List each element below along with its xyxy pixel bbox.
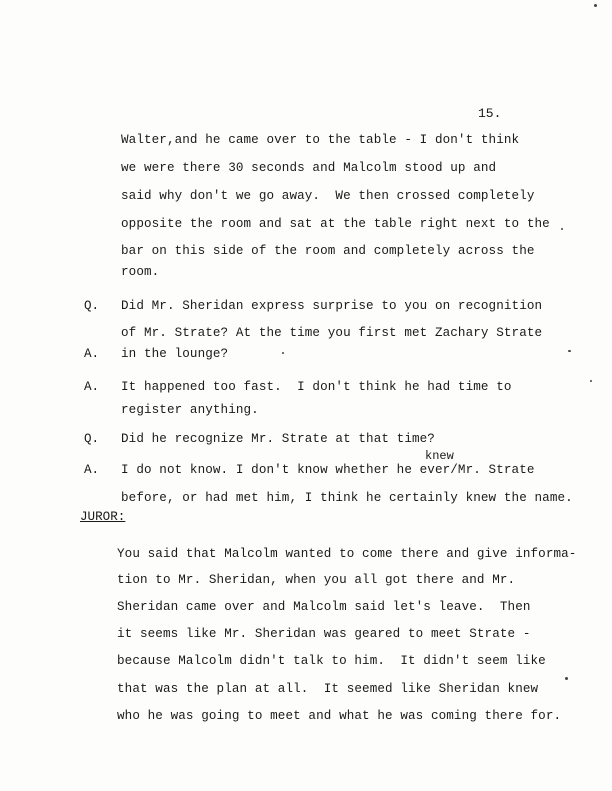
answer-marker: A. bbox=[84, 463, 100, 477]
text-line: tion to Mr. Sheridan, when you all got there and Mr. bbox=[117, 573, 516, 587]
answer-marker: A. bbox=[84, 347, 100, 361]
text-line: of Mr. Strate? At the time you first met Zachary Strate bbox=[121, 326, 543, 340]
text-line: we were there 30 seconds and Malcolm stood up and bbox=[121, 161, 497, 175]
text-line: opposite the room and sat at the table right next to the bbox=[121, 217, 550, 231]
text-line: Walter,and he came over to the table - I don't think bbox=[121, 133, 520, 147]
text-line: room. bbox=[121, 265, 160, 279]
text-line: Sheridan came over and Malcolm said let's leave. Then bbox=[117, 600, 531, 614]
text-line: Did Mr. Sheridan express surprise to you on recognition bbox=[121, 299, 543, 313]
text-line: in the lounge? bbox=[121, 347, 229, 361]
text-line: Did he recognize Mr. Strate at that time? bbox=[121, 432, 435, 446]
text-line: I do not know. I don't know whether he ever/Mr. Strate bbox=[121, 463, 535, 477]
text-line: You said that Malcolm wanted to come there and give informa- bbox=[117, 547, 577, 561]
speaker-label: JUROR: bbox=[80, 510, 126, 524]
scan-speck bbox=[561, 228, 563, 230]
handwritten-insertion: knew bbox=[425, 449, 454, 463]
question-marker: Q. bbox=[84, 299, 100, 313]
text-line: who he was going to meet and what he was coming there for. bbox=[117, 709, 562, 723]
scan-speck bbox=[282, 352, 284, 354]
text-line: it seems like Mr. Sheridan was geared to meet Strate - bbox=[117, 627, 531, 641]
question-marker: Q. bbox=[84, 432, 100, 446]
text-line: register anything. bbox=[121, 403, 259, 417]
scan-speck bbox=[594, 4, 597, 7]
text-line: before, or had met him, I think he certainly knew the name. bbox=[121, 491, 573, 505]
text-line: that was the plan at all. It seemed like Sheridan knew bbox=[117, 682, 539, 696]
text-line: bar on this side of the room and completely across the bbox=[121, 244, 535, 258]
text-line: because Malcolm didn't talk to him. It didn't seem like bbox=[117, 654, 546, 668]
answer-marker: A. bbox=[84, 380, 100, 394]
text-line: It happened too fast. I don't think he had time to bbox=[121, 380, 512, 394]
scan-speck bbox=[565, 677, 568, 680]
text-line: said why don't we go away. We then crossed completely bbox=[121, 189, 535, 203]
scan-speck bbox=[568, 350, 571, 352]
page-number: 15. bbox=[478, 106, 502, 121]
scan-speck bbox=[590, 380, 592, 382]
